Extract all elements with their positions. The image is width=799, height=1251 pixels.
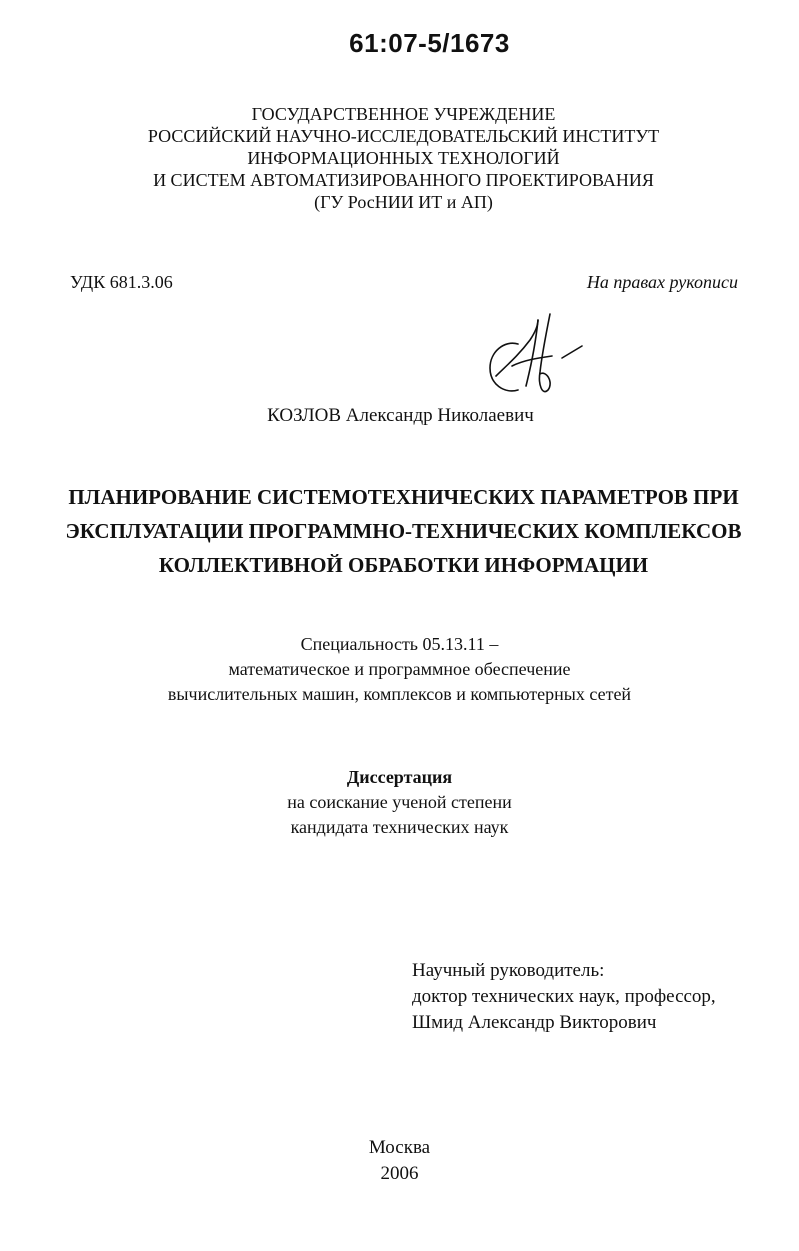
footer-block	[0, 1135, 799, 1187]
supervisor-line: Научный руководитель:	[412, 960, 605, 981]
archive-code: 61:07-5/1673	[349, 28, 510, 58]
specialty-line: Специальность 05.13.11 –	[300, 634, 499, 654]
institution-header	[0, 103, 799, 213]
institution-line: РОССИЙСКИЙ НАУЧНО-ИССЛЕДОВАТЕЛЬСКИЙ ИНСТИТУТ	[147, 126, 660, 146]
institution-line: (ГУ РосНИИ ИТ и АП)	[314, 192, 493, 212]
institution-line: ИНФОРМАЦИОННЫХ ТЕХНОЛОГИЙ	[247, 148, 560, 168]
manuscript-note: На правах рукописи	[586, 272, 738, 292]
dissertation-title	[0, 480, 799, 582]
supervisor-line: доктор технических наук, профессор,	[412, 986, 716, 1007]
dissertation-heading: Диссертация	[346, 767, 453, 787]
specialty-line: вычислительных машин, комплексов и компьютерных сетей	[167, 684, 632, 704]
dissertation-line: на соискание ученой степени	[287, 792, 512, 812]
dissertation-block	[0, 765, 799, 840]
handwritten-signature-icon	[482, 310, 592, 402]
footer-city: Москва	[368, 1137, 431, 1158]
title-line: КОЛЛЕКТИВНОЙ ОБРАБОТКИ ИНФОРМАЦИИ	[158, 553, 649, 577]
supervisor-line: Шмид Александр Викторович	[412, 1012, 657, 1033]
supervisor-block	[412, 958, 716, 1036]
institution-line: ГОСУДАРСТВЕННОЕ УЧРЕЖДЕНИЕ	[251, 104, 556, 124]
author-name: КОЗЛОВ Александр Николаевич	[267, 405, 534, 426]
title-line: ПЛАНИРОВАНИЕ СИСТЕМОТЕХНИЧЕСКИХ ПАРАМЕТРОВ ПРИ	[68, 485, 739, 509]
institution-line: И СИСТЕМ АВТОМАТИЗИРОВАННОГО ПРОЕКТИРОВАНИЯ	[153, 170, 654, 190]
dissertation-line: кандидата технических наук	[290, 817, 509, 837]
specialty-block	[0, 632, 799, 707]
udk-code: УДК 681.3.06	[70, 272, 173, 292]
specialty-line: математическое и программное обеспечение	[228, 659, 571, 679]
title-line: ЭКСПЛУАТАЦИИ ПРОГРАММНО-ТЕХНИЧЕСКИХ КОМПЛЕКСОВ	[65, 519, 742, 543]
footer-year: 2006	[380, 1163, 419, 1184]
